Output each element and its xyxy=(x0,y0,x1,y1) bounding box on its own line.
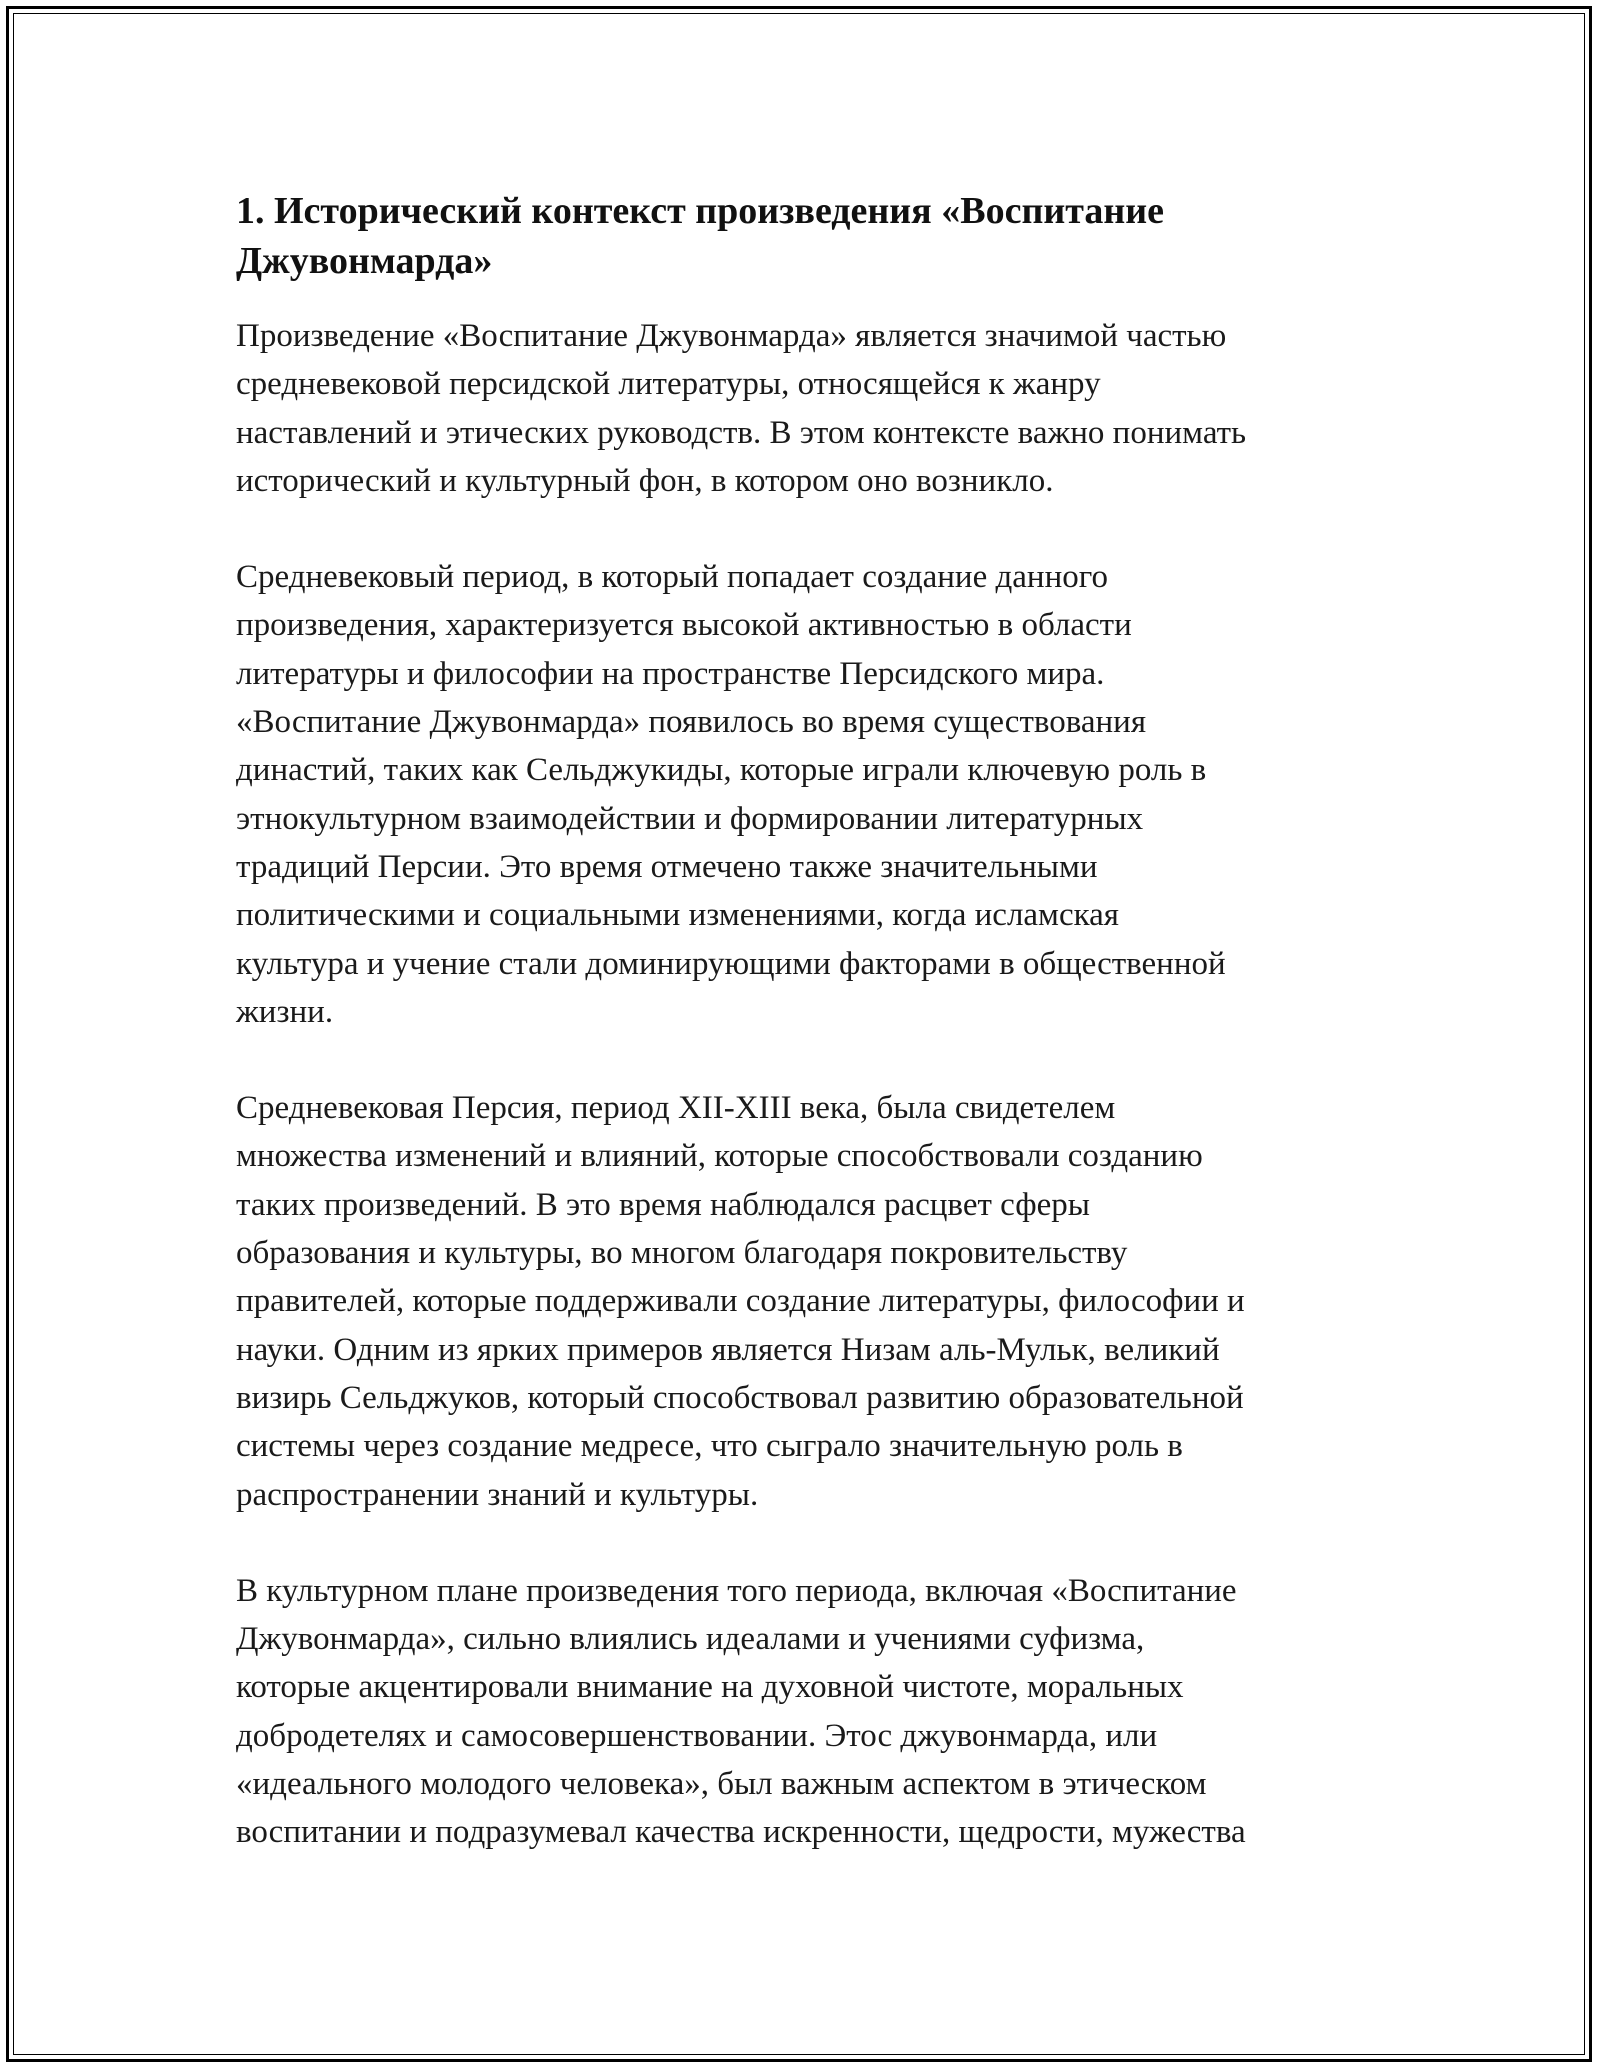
section-heading xyxy=(236,186,1376,286)
heading-line: Джувонмарда» xyxy=(236,240,493,282)
text-line: Произведение «Воспитание Джувонмарда» является значимой частью xyxy=(236,318,1227,354)
text-line: наставлений и этических руководств. В этом контексте важно понимать xyxy=(236,414,1247,451)
text-line: литературы и философии на пространстве Персидского мира. xyxy=(236,655,1105,692)
text-line: таких произведений. В это время наблюдался расцвет сферы xyxy=(236,1186,1090,1223)
text-line: произведения, характеризуется высокой активностью в области xyxy=(236,607,1132,644)
text-line: этнокультурном взаимодействии и формировании литературных xyxy=(236,800,1144,837)
text-line: жизни. xyxy=(236,993,334,1030)
text-line: «идеального молодого человека», был важным аспектом в этическом xyxy=(236,1766,1207,1803)
text-line: правителей, которые поддерживали создание литературы, философии и xyxy=(236,1283,1245,1320)
paragraph-4 xyxy=(236,1567,1376,1857)
document-body xyxy=(236,186,1376,1905)
text-line: визирь Сельджуков, который способствовал развитию образовательной xyxy=(236,1379,1244,1416)
paragraph-2 xyxy=(236,553,1376,1036)
text-line: которые акцентировали внимание на духовной чистоте, моральных xyxy=(236,1669,1184,1706)
text-line: династий, таких как Сельджукиды, которые играли ключевую роль в xyxy=(236,752,1207,789)
text-line: традиций Персии. Это время отмечено также значительными xyxy=(236,848,1098,885)
text-line: воспитании и подразумевал качества искренности, щедрости, мужества xyxy=(236,1814,1246,1851)
heading-line: 1. Исторический контекст произведения «Воспитание xyxy=(236,190,1165,232)
text-line: Средневековая Персия, период XII-XIII века, была свидетелем xyxy=(236,1090,1116,1127)
paragraph-3 xyxy=(236,1084,1376,1519)
text-line: «Воспитание Джувонмарда» появилось во время существования xyxy=(236,704,1147,741)
text-line: системы через создание медресе, что сыграло значительную роль в xyxy=(236,1428,1183,1465)
text-line: средневековой персидской литературы, относящейся к жанру xyxy=(236,366,1101,403)
text-line: Джувонмарда», сильно влиялись идеалами и учениями суфизма, xyxy=(236,1621,1145,1658)
text-line: Средневековый период, в который попадает создание данного xyxy=(236,559,1108,596)
text-line: политическими и социальными изменениями, когда исламская xyxy=(236,897,1119,934)
text-line: исторический и культурный фон, в котором оно возникло. xyxy=(236,462,1054,499)
text-line: добродетелях и самосовершенствовании. Этос джувонмарда, или xyxy=(236,1717,1158,1754)
text-line: образования и культуры, во многом благодаря покровительству xyxy=(236,1235,1128,1272)
text-line: науки. Одним из ярких примеров является Низам аль-Мульк, великий xyxy=(236,1331,1220,1368)
text-line: В культурном плане произведения того периода, включая «Воспитание xyxy=(236,1572,1237,1609)
text-line: распространении знаний и культуры. xyxy=(236,1476,759,1513)
text-line: множества изменений и влияний, которые способствовали созданию xyxy=(236,1138,1203,1175)
text-line: культура и учение стали доминирующими факторами в общественной xyxy=(236,945,1226,982)
paragraph-1 xyxy=(236,312,1376,505)
